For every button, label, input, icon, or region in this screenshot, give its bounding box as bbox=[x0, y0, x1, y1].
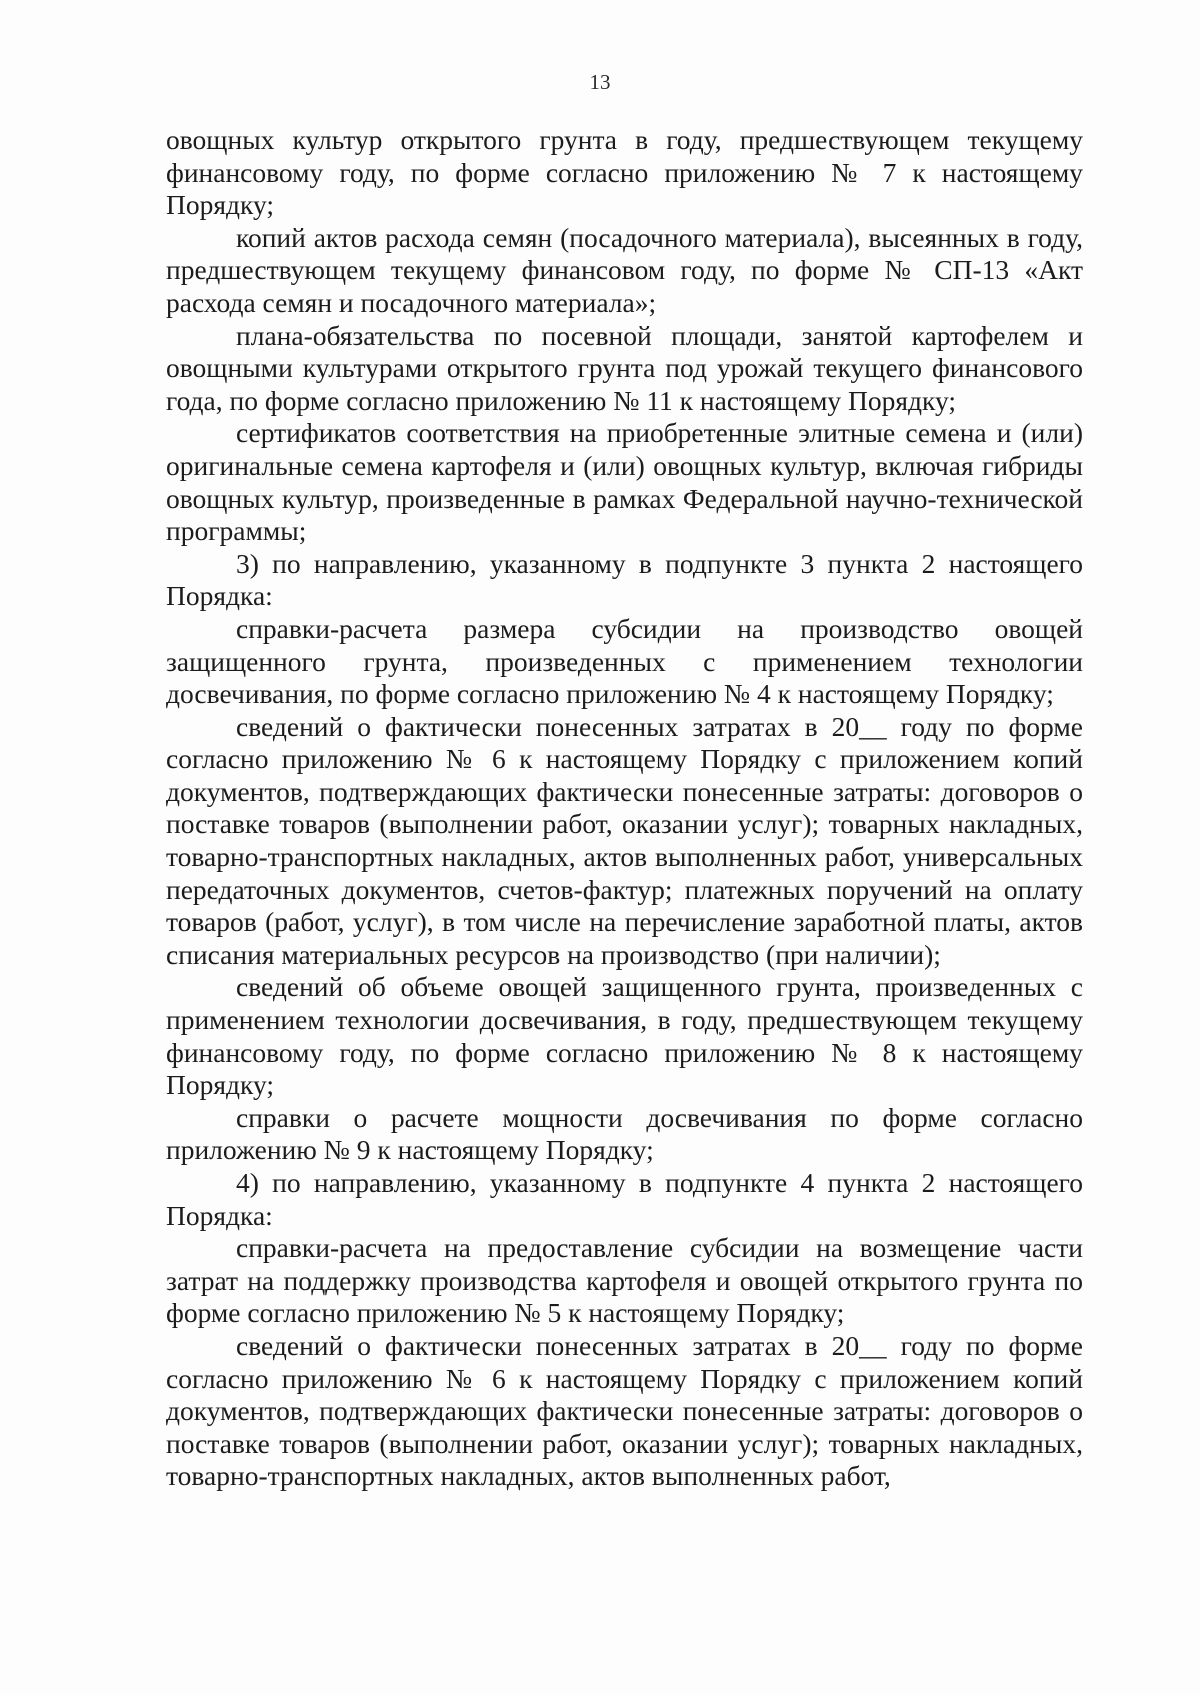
paragraph: овощных культур открытого грунта в году, предшествующем текущему финансовому году, по форме согласно приложению № 7 к настоящему Порядку; bbox=[166, 124, 1083, 221]
paragraph: справки-расчета на предоставление субсидии на возмещение части затрат на поддержку производства картофеля и овощей открытого грунта по форме согласно приложению № 5 к настоящему Порядку; bbox=[166, 1232, 1083, 1329]
paragraph: сведений об объеме овощей защищенного грунта, произведенных с применением технологии досвечивания, в году, предшествующем текущему финансовому году, по форме согласно приложению № 8 к настоящему Порядку; bbox=[166, 971, 1083, 1101]
paragraph: 3) по направлению, указанному в подпункте 3 пункта 2 настоящего Порядка: bbox=[166, 547, 1083, 612]
paragraph: справки-расчета размера субсидии на производство овощей защищенного грунта, произведенных с применением технологии досвечивания, по форме согласно приложению № 4 к настоящему Порядку; bbox=[166, 612, 1083, 710]
paragraph: плана-обязательства по посевной площади, занятой картофелем и овощными культурами открытого грунта под урожай текущего финансового года, по форме согласно приложению № 11 к настоящему Порядку; bbox=[166, 319, 1083, 416]
paragraph: копий актов расхода семян (посадочного материала), высеянных в году, предшествующем текущему финансовом году, по форме № СП-13 «Акт расхода семян и посадочного материала»; bbox=[166, 221, 1083, 318]
paragraph: справки о расчете мощности досвечивания по форме согласно приложению № 9 к настоящему Порядку; bbox=[166, 1101, 1083, 1166]
paragraph: сведений о фактически понесенных затратах в 20__ году по форме согласно приложению № 6 к настоящему Порядку с приложением копий документов, подтверждающих фактически понесенные затраты: договоров о поставке товаров (выполнении работ, оказании услуг); товарных накладных, товарно-транспортных накладных, актов выполненных работ, универсальных передаточных документов, счетов-фактур; платежных поручений на оплату товаров (работ, услуг), в том числе на перечисление заработной платы, актов списания материальных ресурсов на производство (при наличии); bbox=[166, 710, 1083, 970]
document-body bbox=[166, 124, 1083, 1493]
paragraph: сведений о фактически понесенных затратах в 20__ году по форме согласно приложению № 6 к настоящему Порядку с приложением копий документов, подтверждающих фактически понесенные затраты: договоров о поставке товаров (выполнении работ, оказании услуг); товарных накладных, товарно-транспортных накладных, актов выполненных работ, bbox=[166, 1329, 1083, 1492]
paragraph: сертификатов соответствия на приобретенные элитные семена и (или) оригинальные семена картофеля и (или) овощных культур, включая гибриды овощных культур, произведенные в рамках Федеральной научно-технической программы; bbox=[166, 417, 1083, 547]
paragraph: 4) по направлению, указанному в подпункте 4 пункта 2 настоящего Порядка: bbox=[166, 1167, 1083, 1231]
page-number: 13 bbox=[589, 70, 611, 94]
